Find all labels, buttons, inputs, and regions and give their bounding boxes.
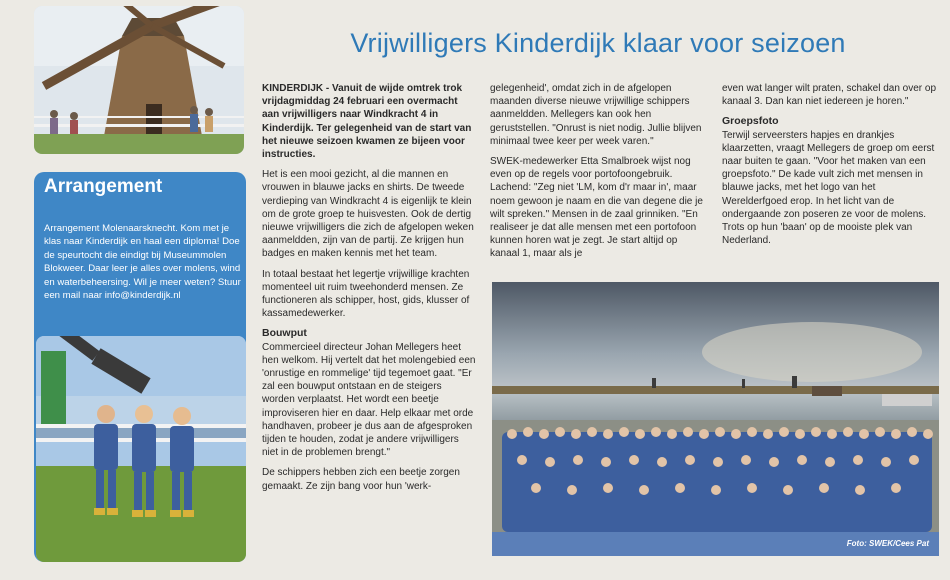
article-paragraph: even wat langer wilt praten, schakel dan over op kanaal 3. Dan kan niet iedereen je horen." xyxy=(722,83,937,108)
article-paragraph: Commercieel directeur Johan Mellegers heet hen welkom. Hij vertelt dat het molengebied een 'onrustige en rommelige' tijd tegemoet gaat. "Er zal een bouwput ontstaan en de steigers worden verplaatst. Het wordt een beetje improviseren hier en daar. Help elkaar met orde handhaven, probeer je dus aan de afgesproken tijden te houden, zodat je andere vrijwilligers niet in de problemen brengt." xyxy=(262,341,476,459)
article-paragraph: De schippers hebben zich een beetje zorgen gemaakt. Ze zijn bang voor hun 'werk- xyxy=(262,467,460,492)
subheading-bouwput: Bouwput xyxy=(262,327,307,340)
photo-credit: Foto: SWEK/Cees Pat xyxy=(846,539,929,548)
sidebar-text: Arrangement Molenaarsknecht. Kom met je klas naar Kinderdijk en haal een diploma! Doe de speurtocht die eindigt bij Museummolen Blokweer. Daar leer je alles over molens, wind en waterbeheersing. Wil je meer weten? Stuur een mail naar info@kinderdijk.nl xyxy=(44,223,241,302)
group-photo xyxy=(492,282,939,556)
article-paragraph: Het is een mooi gezicht, al die mannen en vrouwen in blauwe jacks en shirts. De tweede verdieping van Windkracht 4 is eigenlijk te klein om de grote groep te huisvesten. Ook de dertig nieuwe vrijwilligers die zich de afgelopen weken aanmeldden, zijn van de partij. Ze krijgen hun badges en maken kennis met het team. xyxy=(262,169,474,260)
article-lead: KINDERDIJK - Vanuit de wijde omtrek trok vrijdagmiddag 24 februari een overmacht aan vrijwilligers naar Windkracht 4 in Kinderdijk. Ter gelegenheid van de start van het nieuwe seizoen kwamen ze bijeen voor instructies. xyxy=(262,83,472,161)
article-paragraph: gelegenheid', omdat zich in de afgelopen maanden diverse nieuwe vrijwillige schippers aanmeldden. Mellegers kan ook hen geruststellen. "Onrust is niet nodig. Jullie blijven minimaal twee keer per week varen." xyxy=(490,83,702,147)
article-headline: Vrijwilligers Kinderdijk klaar voor seizoen xyxy=(350,28,846,58)
article-paragraph: Terwijl serveersters hapjes en drankjes klaarzetten, vraagt Mellegers de groep om eerst naar buiten te gaan. "Voor het maken van een groepsfoto." De kade vult zich met mensen in blauwe jacks, met het logo van het Werelderfgoed erop. In het licht van de ondergaande zon poseren ze voor de molens. Trots op hun 'baan' op de mooiste plek van Nederland. xyxy=(722,129,935,247)
article-paragraph: In totaal bestaat het legertje vrijwillige krachten momenteel uit ruim tweehonderd mensen. Ze functioneren als schipper, host, gids, klusser of kassamedewerker. xyxy=(262,268,470,320)
article-paragraph: SWEK-medewerker Etta Smalbroek wijst nog even op de regels voor portofoongebruik. Lachend: "Zeg niet 'LM, kom d'r maar in', maar noem gewoon je naam en die van degene die je wilt spreken." Mensen in de zaal grinniken. "En realiseer je dat alle mensen met een portofoon kunnen horen wat je zegt. Je start altijd op kanaal 1, maar als je xyxy=(490,156,703,260)
windmill-photo xyxy=(34,6,244,154)
article-column-2 xyxy=(490,82,704,268)
sidebar-heading: Arrangement xyxy=(44,176,163,197)
article-column-1 xyxy=(262,82,476,500)
article-column-3 xyxy=(722,82,937,254)
kids-photo xyxy=(36,336,246,562)
subheading-groepsfoto: Groepsfoto xyxy=(722,115,779,128)
